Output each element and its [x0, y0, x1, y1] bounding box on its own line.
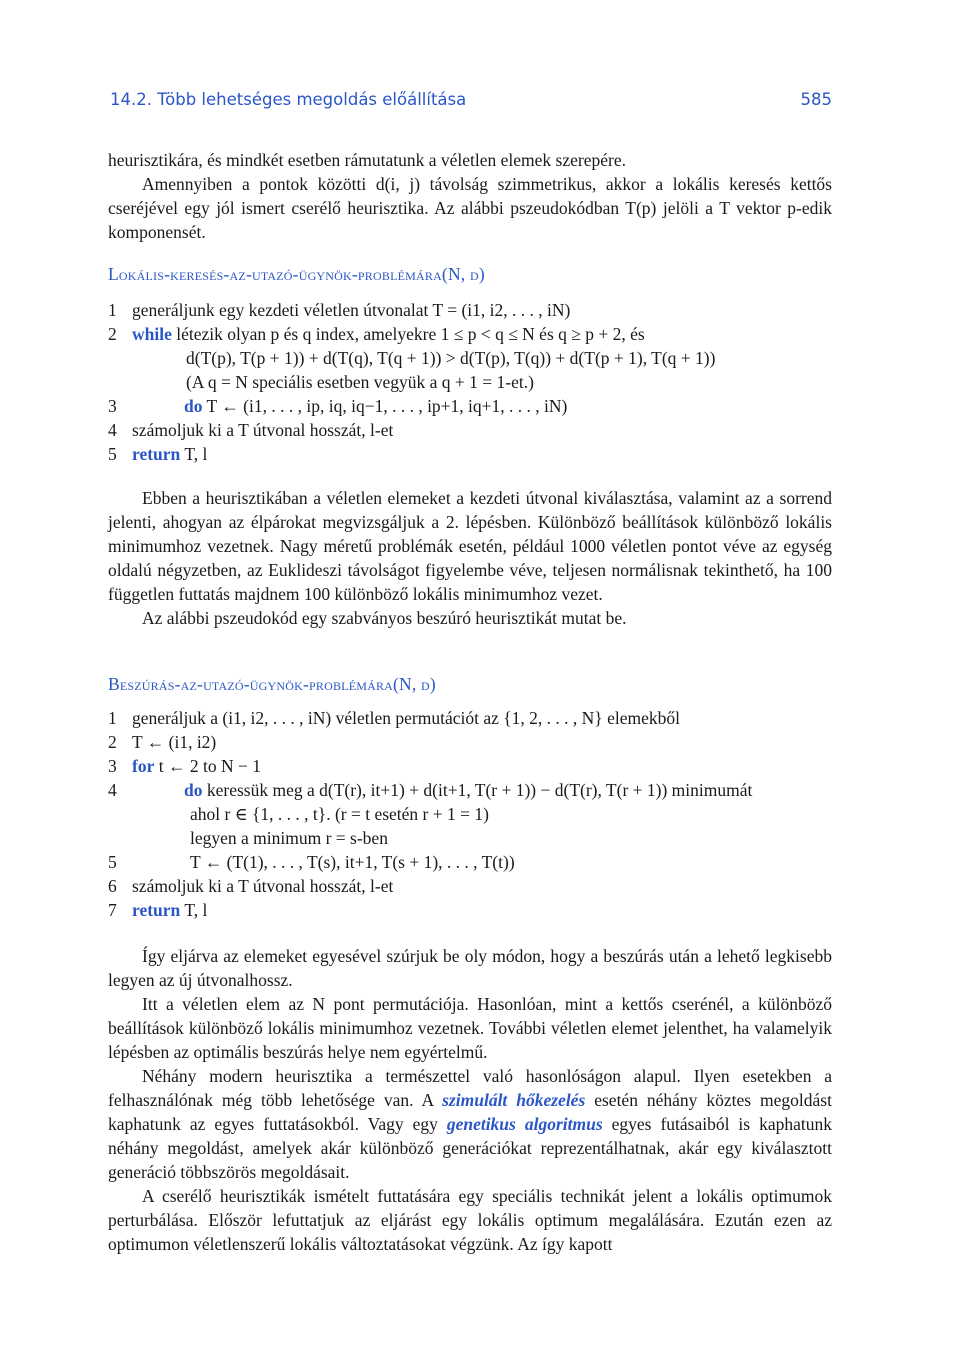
line-number: 5: [108, 444, 117, 464]
algorithm2-line-4-cont-b: [108, 826, 838, 850]
intro-text: Amennyiben a pontok közötti d(i, j) távolság szimmetrikus, akkor a lokális keresés kettős cseréjével egy jól ismert cserélő heurisztika. Az alábbi pszeudokódban T(p) jelöli a T vektor p-edik komponensét.: [108, 174, 832, 242]
intro-line: heurisztikára, és mindkét esetben rámutatunk a véletlen elemek szerepére.: [108, 150, 626, 170]
algorithm2-line-2: [108, 730, 838, 754]
line-text: ahol r ∈ {1, . . . , t}. (r = t esetén r + 1 = 1): [190, 804, 489, 824]
algorithm2-line-7: [108, 898, 838, 922]
line-number: 2: [108, 324, 117, 344]
line-text: T ← (i1, i2): [132, 732, 217, 752]
keyword-do: do: [184, 396, 203, 416]
algorithm2-title: Beszúrás-az-utazó-ügynök-problémára(N, d): [108, 674, 436, 694]
algorithm1-line-1: [108, 298, 838, 322]
line-number: 4: [108, 420, 117, 440]
keyword-return: return: [132, 444, 181, 464]
line-text: számoljuk ki a T útvonal hosszát, l-et: [132, 876, 394, 896]
algorithm1-line-2-cont-b: [108, 370, 838, 394]
line-text: legyen a minimum r = s-ben: [190, 828, 388, 848]
algorithm2-line-1: [108, 706, 838, 730]
line-text: T ← (i1, . . . , ip, iq, iq−1, . . . , ip+1, iq+1, . . . , iN): [206, 396, 568, 416]
algorithm1-title: Lokális-keresés-az-utazó-ügynök-problémára(N, d): [108, 264, 485, 284]
running-header: [110, 88, 832, 114]
line-number: 3: [108, 756, 117, 776]
paragraph-with-terms: Néhány modern heurisztika a természettel való hasonlóságon alapul. Ilyen esetekben a felhasználónak még több lehetősége van. A szimulált hőkezelés esetén néhány köztes megoldást kaphatunk az egyes futtatásokból. Vagy egy genetikus algoritmus egyes futásaiból is kaphatunk néhány megoldást, amelyek akár különböző generációkat reprezentálhatnak, akár egy kiválasztott generáció többszörös megoldásait.: [108, 1066, 832, 1182]
intro-paragraph: [108, 148, 832, 244]
section-title: 14.2. Több lehetséges megoldás előállítása: [110, 90, 467, 109]
algorithm2-line-4: [108, 778, 838, 802]
paragraph: Az alábbi pszeudokód egy szabványos beszúró heurisztikát mutat be.: [142, 608, 627, 628]
line-number: 6: [108, 876, 117, 896]
line-text: generáljuk a (i1, i2, . . . , iN) véletlen permutációt az {1, 2, . . . , N} elemekből: [132, 708, 680, 728]
paragraph: A cserélő heurisztikák ismételt futtatására egy speciális technikát jelent a lokális optimumok perturbálása. Először lefuttatjuk az eljárást egy lokális optimum megalálására. Ezután ezen az optimumon véletlenszerű lokális változtatásokat végzünk. Az így kapott: [108, 1186, 832, 1254]
line-text: t ← 2 to N − 1: [158, 756, 261, 776]
line-number: 1: [108, 708, 117, 728]
highlighted-term: szimulált hőkezelés: [442, 1090, 586, 1110]
algorithm1-line-2: [108, 322, 838, 346]
middle-paragraphs: [108, 486, 832, 630]
line-number: 7: [108, 900, 117, 920]
paragraph: Itt a véletlen elem az N pont permutációja. Hasonlóan, mint a kettős cserénél, a különböző beállítások különböző lokális minimumhoz vezetnek. További véletlen elemet jelenthet, ha valamelyik lépésben az optimális beszúrás helye nem egyértelmű.: [108, 994, 832, 1062]
paragraph: Ebben a heurisztikában a véletlen elemeket a kezdeti útvonal kiválasztása, valamint az a sorrend jelenti, ahogyan az élpárokat megvizsgáljuk a 2. lépésben. Különböző beállítások különböző lokális minimumhoz vezetnek. Nagy méretű problémák esetén, például 1000 véletlen pontot véve az egység oldalú négyzetben, az Euklideszi távolságot figyelembe véve, teljesen normálisnak tekinthető, ha 100 független futtatás majdnem 100 különböző lokális minimumhoz vezet.: [108, 488, 832, 604]
algorithm2-line-5: [108, 850, 838, 874]
line-text: létezik olyan p és q index, amelyekre 1 ≤ p < q ≤ N és q ≥ p + 2, és: [176, 324, 645, 344]
algorithm2-line-6: [108, 874, 838, 898]
line-text: (A q = N speciális esetben vegyük a q + 1 = 1-et.): [186, 372, 534, 392]
algorithm1-line-2-cont-a: [108, 346, 838, 370]
final-paragraphs: [108, 944, 832, 1256]
algorithm1-line-3: [108, 394, 838, 418]
line-number: 1: [108, 300, 117, 320]
line-number: 5: [108, 852, 117, 872]
line-text: keressük meg a d(T(r), it+1) + d(it+1, T(r + 1)) − d(T(r), T(r + 1)) minimumát: [206, 780, 753, 800]
algorithm1-pseudocode: [108, 298, 838, 466]
line-text: T ← (T(1), . . . , T(s), it+1, T(s + 1), . . . , T(t)): [190, 852, 515, 872]
keyword-for: for: [132, 756, 155, 776]
page-number: 585: [800, 90, 832, 109]
line-text: számoljuk ki a T útvonal hosszát, l-et: [132, 420, 394, 440]
line-number: 4: [108, 780, 117, 800]
algorithm1-line-4: [108, 418, 838, 442]
paragraph: Így eljárva az elemeket egyesével szúrjuk be oly módon, hogy a beszúrás után a lehető legkisebb legyen az új útvonalhossz.: [108, 946, 832, 990]
line-text: T, l: [184, 900, 208, 920]
keyword-do: do: [184, 780, 203, 800]
line-text: d(T(p), T(p + 1)) + d(T(q), T(q + 1)) > d(T(p), T(q)) + d(T(p + 1), T(q + 1)): [186, 348, 716, 368]
highlighted-term: genetikus algoritmus: [446, 1114, 603, 1134]
algorithm1-line-5: [108, 442, 838, 466]
algorithm2-pseudocode: [108, 706, 838, 922]
line-text: generáljunk egy kezdeti véletlen útvonalat T = (i1, i2, . . . , iN): [132, 300, 571, 320]
keyword-while: while: [132, 324, 172, 344]
line-number: 3: [108, 396, 117, 416]
algorithm2-line-3: [108, 754, 838, 778]
keyword-return: return: [132, 900, 181, 920]
line-number: 2: [108, 732, 117, 752]
algorithm2-line-4-cont-a: [108, 802, 838, 826]
line-text: T, l: [184, 444, 208, 464]
